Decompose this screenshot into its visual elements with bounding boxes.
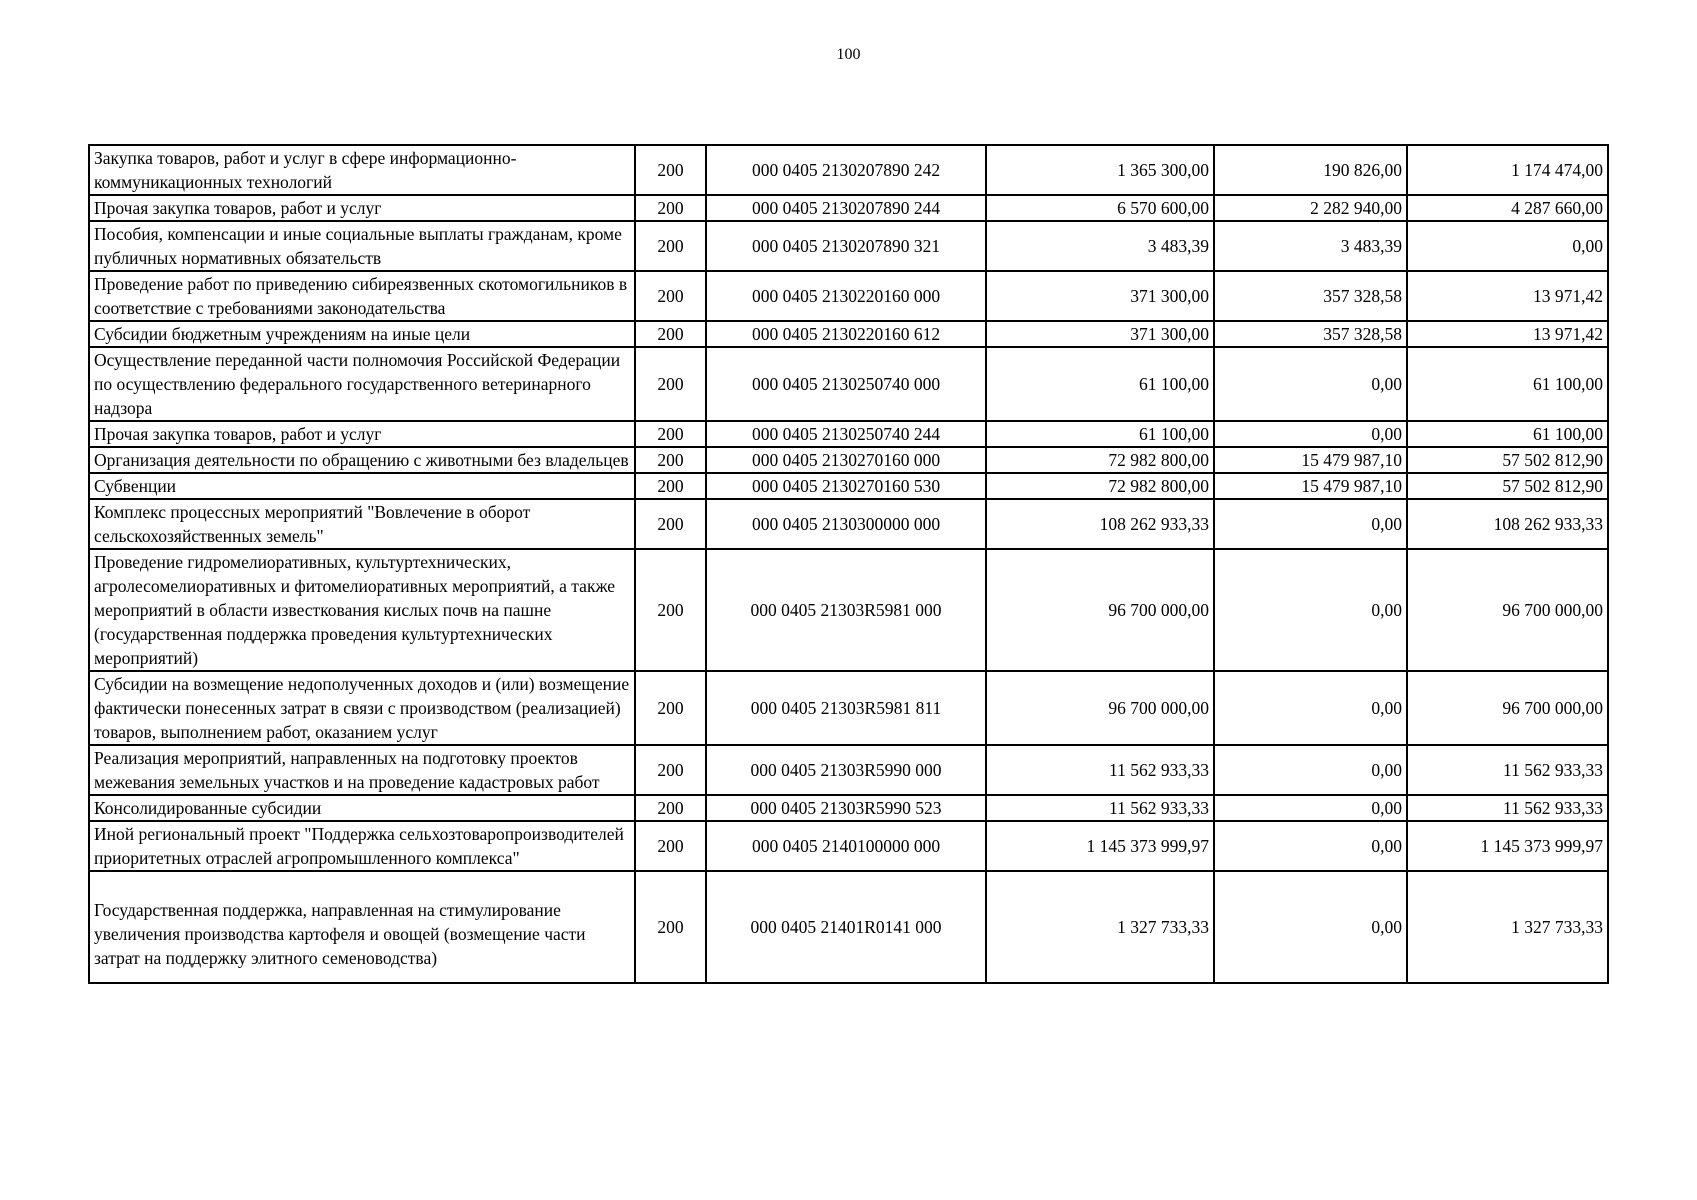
row-code-cell: 200 xyxy=(635,499,706,549)
row-kbk-cell: 000 0405 21303R5981 000 xyxy=(706,549,986,671)
row-name-cell: Консолидированные субсидии xyxy=(89,795,635,821)
row-code-cell: 200 xyxy=(635,195,706,221)
row-name-cell: Комплекс процессных мероприятий "Вовлечение в оборот сельскохозяйственных земель" xyxy=(89,499,635,549)
row-unexecuted-amount-cell: 57 502 812,90 xyxy=(1407,447,1608,473)
row-executed-amount-cell: 3 483,39 xyxy=(1214,221,1407,271)
row-unexecuted-amount-cell: 96 700 000,00 xyxy=(1407,671,1608,745)
table-row xyxy=(89,821,1608,871)
row-unexecuted-amount-cell: 13 971,42 xyxy=(1407,321,1608,347)
row-code-cell: 200 xyxy=(635,821,706,871)
row-code-cell: 200 xyxy=(635,447,706,473)
row-code-cell: 200 xyxy=(635,321,706,347)
table-row xyxy=(89,447,1608,473)
row-kbk-cell: 000 0405 2130270160 530 xyxy=(706,473,986,499)
row-approved-amount-cell: 371 300,00 xyxy=(986,321,1214,347)
table-row xyxy=(89,871,1608,983)
row-unexecuted-amount-cell: 13 971,42 xyxy=(1407,271,1608,321)
page-number: 100 xyxy=(836,46,861,63)
row-executed-amount-cell: 357 328,58 xyxy=(1214,271,1407,321)
row-unexecuted-amount-cell: 11 562 933,33 xyxy=(1407,795,1608,821)
row-code-cell: 200 xyxy=(635,795,706,821)
row-executed-amount-cell: 190 826,00 xyxy=(1214,145,1407,195)
row-executed-amount-cell: 15 479 987,10 xyxy=(1214,447,1407,473)
row-name-cell: Государственная поддержка, направленная на стимулирование увеличения производства картофеля и овощей (возмещение части затрат на поддержку элитного семеноводства) xyxy=(89,871,635,983)
table-row xyxy=(89,473,1608,499)
row-name-cell: Иной региональный проект "Поддержка сельхозтоваропроизводителей приоритетных отраслей агропромышленного комплекса" xyxy=(89,821,635,871)
row-name-cell: Осуществление переданной части полномочия Российской Федерации по осуществлению федерального государственного ветеринарного надзора xyxy=(89,347,635,421)
row-executed-amount-cell: 0,00 xyxy=(1214,671,1407,745)
table-row xyxy=(89,745,1608,795)
table-row xyxy=(89,321,1608,347)
row-unexecuted-amount-cell: 0,00 xyxy=(1407,221,1608,271)
row-kbk-cell: 000 0405 21303R5990 523 xyxy=(706,795,986,821)
row-unexecuted-amount-cell: 57 502 812,90 xyxy=(1407,473,1608,499)
row-name-cell: Организация деятельности по обращению с животными без владельцев xyxy=(89,447,635,473)
row-name-cell: Субвенции xyxy=(89,473,635,499)
row-executed-amount-cell: 0,00 xyxy=(1214,499,1407,549)
row-approved-amount-cell: 11 562 933,33 xyxy=(986,795,1214,821)
row-code-cell: 200 xyxy=(635,221,706,271)
row-approved-amount-cell: 108 262 933,33 xyxy=(986,499,1214,549)
row-approved-amount-cell: 11 562 933,33 xyxy=(986,745,1214,795)
row-kbk-cell: 000 0405 21303R5981 811 xyxy=(706,671,986,745)
row-code-cell: 200 xyxy=(635,145,706,195)
row-approved-amount-cell: 61 100,00 xyxy=(986,347,1214,421)
table-row xyxy=(89,499,1608,549)
row-executed-amount-cell: 357 328,58 xyxy=(1214,321,1407,347)
row-approved-amount-cell: 6 570 600,00 xyxy=(986,195,1214,221)
row-unexecuted-amount-cell: 11 562 933,33 xyxy=(1407,745,1608,795)
row-kbk-cell: 000 0405 2130207890 242 xyxy=(706,145,986,195)
table-row xyxy=(89,549,1608,671)
table-row xyxy=(89,145,1608,195)
table-row xyxy=(89,421,1608,447)
row-approved-amount-cell: 72 982 800,00 xyxy=(986,473,1214,499)
row-unexecuted-amount-cell: 1 327 733,33 xyxy=(1407,871,1608,983)
row-name-cell: Прочая закупка товаров, работ и услуг xyxy=(89,195,635,221)
row-executed-amount-cell: 2 282 940,00 xyxy=(1214,195,1407,221)
row-executed-amount-cell: 15 479 987,10 xyxy=(1214,473,1407,499)
row-approved-amount-cell: 1 145 373 999,97 xyxy=(986,821,1214,871)
row-code-cell: 200 xyxy=(635,671,706,745)
row-approved-amount-cell: 371 300,00 xyxy=(986,271,1214,321)
row-kbk-cell: 000 0405 2130270160 000 xyxy=(706,447,986,473)
row-name-cell: Реализация мероприятий, направленных на подготовку проектов межевания земельных участков и на проведение кадастровых работ xyxy=(89,745,635,795)
row-unexecuted-amount-cell: 1 145 373 999,97 xyxy=(1407,821,1608,871)
row-approved-amount-cell: 3 483,39 xyxy=(986,221,1214,271)
row-executed-amount-cell: 0,00 xyxy=(1214,821,1407,871)
row-code-cell: 200 xyxy=(635,421,706,447)
row-name-cell: Пособия, компенсации и иные социальные выплаты гражданам, кроме публичных нормативных обязательств xyxy=(89,221,635,271)
row-approved-amount-cell: 61 100,00 xyxy=(986,421,1214,447)
row-code-cell: 200 xyxy=(635,871,706,983)
row-kbk-cell: 000 0405 2130207890 321 xyxy=(706,221,986,271)
row-approved-amount-cell: 96 700 000,00 xyxy=(986,549,1214,671)
row-code-cell: 200 xyxy=(635,549,706,671)
row-kbk-cell: 000 0405 2130250740 000 xyxy=(706,347,986,421)
table-row xyxy=(89,671,1608,745)
row-unexecuted-amount-cell: 96 700 000,00 xyxy=(1407,549,1608,671)
table-row xyxy=(89,221,1608,271)
row-approved-amount-cell: 1 327 733,33 xyxy=(986,871,1214,983)
table-row xyxy=(89,795,1608,821)
row-unexecuted-amount-cell: 4 287 660,00 xyxy=(1407,195,1608,221)
row-approved-amount-cell: 1 365 300,00 xyxy=(986,145,1214,195)
row-unexecuted-amount-cell: 108 262 933,33 xyxy=(1407,499,1608,549)
row-code-cell: 200 xyxy=(635,745,706,795)
row-kbk-cell: 000 0405 2130207890 244 xyxy=(706,195,986,221)
row-unexecuted-amount-cell: 61 100,00 xyxy=(1407,421,1608,447)
row-executed-amount-cell: 0,00 xyxy=(1214,871,1407,983)
table-row xyxy=(89,347,1608,421)
row-code-cell: 200 xyxy=(635,473,706,499)
row-executed-amount-cell: 0,00 xyxy=(1214,421,1407,447)
row-name-cell: Проведение работ по приведению сибиреязвенных скотомогильников в соответствие с требованиями законодательства xyxy=(89,271,635,321)
row-approved-amount-cell: 96 700 000,00 xyxy=(986,671,1214,745)
row-executed-amount-cell: 0,00 xyxy=(1214,795,1407,821)
row-name-cell: Субсидии бюджетным учреждениям на иные цели xyxy=(89,321,635,347)
row-kbk-cell: 000 0405 2130220160 612 xyxy=(706,321,986,347)
row-kbk-cell: 000 0405 2130300000 000 xyxy=(706,499,986,549)
row-kbk-cell: 000 0405 21303R5990 000 xyxy=(706,745,986,795)
row-executed-amount-cell: 0,00 xyxy=(1214,549,1407,671)
row-name-cell: Прочая закупка товаров, работ и услуг xyxy=(89,421,635,447)
table-row xyxy=(89,271,1608,321)
row-executed-amount-cell: 0,00 xyxy=(1214,347,1407,421)
row-code-cell: 200 xyxy=(635,347,706,421)
row-unexecuted-amount-cell: 1 174 474,00 xyxy=(1407,145,1608,195)
row-kbk-cell: 000 0405 2130250740 244 xyxy=(706,421,986,447)
row-unexecuted-amount-cell: 61 100,00 xyxy=(1407,347,1608,421)
row-kbk-cell: 000 0405 2130220160 000 xyxy=(706,271,986,321)
row-name-cell: Закупка товаров, работ и услуг в сфере информационно-коммуникационных технологий xyxy=(89,145,635,195)
row-executed-amount-cell: 0,00 xyxy=(1214,745,1407,795)
row-code-cell: 200 xyxy=(635,271,706,321)
row-kbk-cell: 000 0405 2140100000 000 xyxy=(706,821,986,871)
budget-execution-table xyxy=(88,144,1609,984)
table-row xyxy=(89,195,1608,221)
row-kbk-cell: 000 0405 21401R0141 000 xyxy=(706,871,986,983)
row-approved-amount-cell: 72 982 800,00 xyxy=(986,447,1214,473)
row-name-cell: Проведение гидромелиоративных, культуртехнических, агролесомелиоративных и фитомелиоративных мероприятий, а также мероприятий в области известкования кислых почв на пашне (государственная поддержка проведения культуртехнических мероприятий) xyxy=(89,549,635,671)
row-name-cell: Субсидии на возмещение недополученных доходов и (или) возмещение фактически понесенных затрат в связи с производством (реализацией) товаров, выполнением работ, оказанием услуг xyxy=(89,671,635,745)
